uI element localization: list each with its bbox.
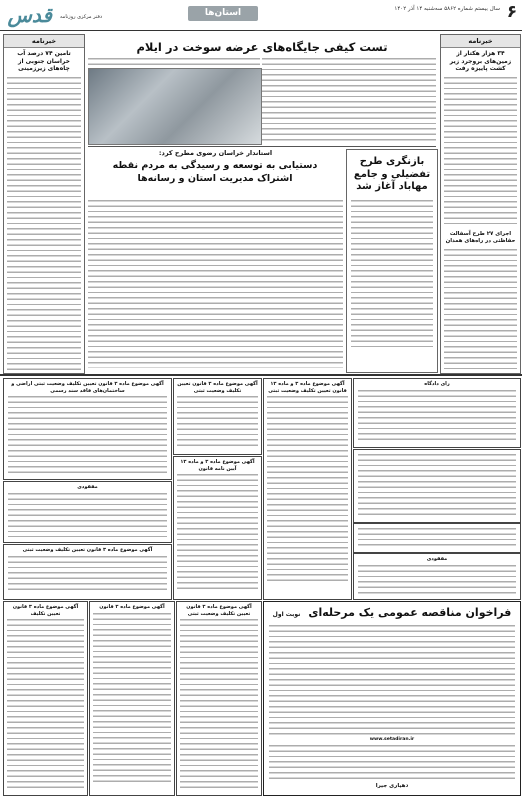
notice-lost-document — [353, 553, 521, 600]
right-column-body-2 — [444, 249, 517, 369]
notice-body — [8, 493, 167, 537]
notice-title: آگهی موضوع ماده ۳ و ماده ۱۳ آیین نامه قانون — [180, 459, 255, 472]
notice-lost-document-2 — [3, 481, 172, 543]
notice-body — [358, 565, 516, 595]
tender-signature: دهیاری جیرا — [375, 783, 409, 789]
notice-body — [177, 396, 258, 448]
tender-round: نوبت اول — [272, 611, 301, 618]
notice-registry-4 — [173, 456, 262, 600]
fuel-station-photo — [88, 68, 262, 145]
right-column-body — [444, 77, 517, 227]
notice-small — [353, 523, 521, 553]
section-label: استان‌ها — [188, 6, 258, 21]
notice-registry-7 — [3, 601, 88, 796]
notice-title: رای دادگاه — [424, 381, 450, 387]
article-kicker: استاندار خراسان رضوی مطرح کرد: — [158, 149, 273, 157]
notice-body — [8, 396, 167, 476]
main-headline: تست کیفی جایگاه‌های عرضه سوخت در ایلام — [136, 40, 388, 54]
notice-title: آگهی موضوع ماده ۳ قانون تعیین تکلیف وضعیت ثبتی اراضی و ساختمان‌های فاقد سند رسمی — [11, 381, 164, 394]
notice-body — [7, 619, 84, 789]
article-headline: دستیابی به توسعه و رسیدگی به مردم نقطه اشتراک مدیریت استان و رسانه‌ها — [112, 160, 318, 184]
notice-registry-5 — [3, 378, 172, 480]
left-column-title: تامین ۷۴ درصد آب خراسان جنوبی از چاه‌های زیرزمینی — [17, 50, 71, 72]
notice-land-registry — [353, 449, 521, 523]
divider — [88, 146, 436, 147]
side-story — [346, 149, 438, 373]
tender-body-2 — [269, 745, 515, 781]
notice-body — [267, 396, 348, 581]
notice-title: آگهی موضوع ماده ۳ قانون تعیین تکلیف — [12, 604, 79, 617]
header-subline: دفتر مرکزی روزنامه — [60, 14, 103, 20]
left-column-tag: خبرنامه — [4, 35, 84, 48]
notice-registry-2 — [263, 378, 352, 600]
right-news-column — [440, 34, 521, 374]
right-column-title: ۳۴ هزار هکتار از زمین‌های بروجرد زیر کشت پاییزه رفت — [449, 50, 512, 72]
notice-title: آگهی موضوع ماده ۳ قانون تعیین تکلیف وضعیت ثبتی — [186, 604, 252, 617]
notice-registry-3 — [173, 378, 262, 455]
notice-body — [358, 528, 516, 548]
notice-title: آگهی موضوع ماده ۳ قانون تعیین تکلیف وضعیت ثبتی — [177, 381, 258, 394]
tender-body — [269, 625, 515, 735]
notice-registry-9 — [176, 601, 262, 796]
notice-title: آگهی موضوع ماده ۳ قانون — [99, 604, 165, 610]
notice-body — [358, 454, 516, 516]
newspaper-logo: قدس — [7, 3, 52, 27]
tender-notice — [263, 601, 521, 796]
right-column-mid-title: اجرای ۲۷ طرح آسفالت حفاظتی در راه‌های همدان — [445, 230, 516, 244]
section-divider — [0, 374, 522, 376]
right-column-tag: خبرنامه — [441, 35, 520, 48]
tender-header — [264, 606, 520, 619]
left-news-column — [3, 34, 85, 374]
notice-court-ruling — [353, 378, 521, 448]
lead-text-right — [262, 58, 436, 142]
article-body — [88, 200, 343, 368]
notice-title: آگهی موضوع ماده ۳ قانون تعیین تکلیف وضعیت ثبتی — [22, 547, 153, 553]
notice-title: مفقودی — [426, 556, 448, 562]
tender-title: فراخوان مناقصه عمومی یک مرحله‌ای — [308, 606, 512, 619]
notice-body — [93, 613, 171, 783]
side-headline: بازنگری طرح تفضیلی و جامع مهاباد آغاز شد — [353, 156, 431, 192]
notice-title: آگهی موضوع ماده ۳ و ماده ۱۳ قانون تعیین تکلیف وضعیت ثبتی — [268, 381, 347, 394]
tender-website[interactable]: www.setadiran.ir — [369, 737, 415, 742]
side-story-body — [351, 200, 433, 350]
notice-registry-8 — [89, 601, 175, 796]
issue-line: سال بیستم شماره ۵۸۶۲ سه‌شنبه ۱۴ آذر ۱۴۰۲ — [394, 6, 500, 12]
left-column-body — [7, 77, 81, 372]
page-number: ۶ — [506, 2, 518, 22]
notice-body — [177, 474, 258, 589]
notice-body — [180, 619, 258, 789]
notice-body — [8, 556, 167, 594]
notice-registry-6 — [3, 544, 172, 600]
notice-body — [358, 390, 516, 442]
notice-title: مفقودی — [77, 484, 98, 490]
